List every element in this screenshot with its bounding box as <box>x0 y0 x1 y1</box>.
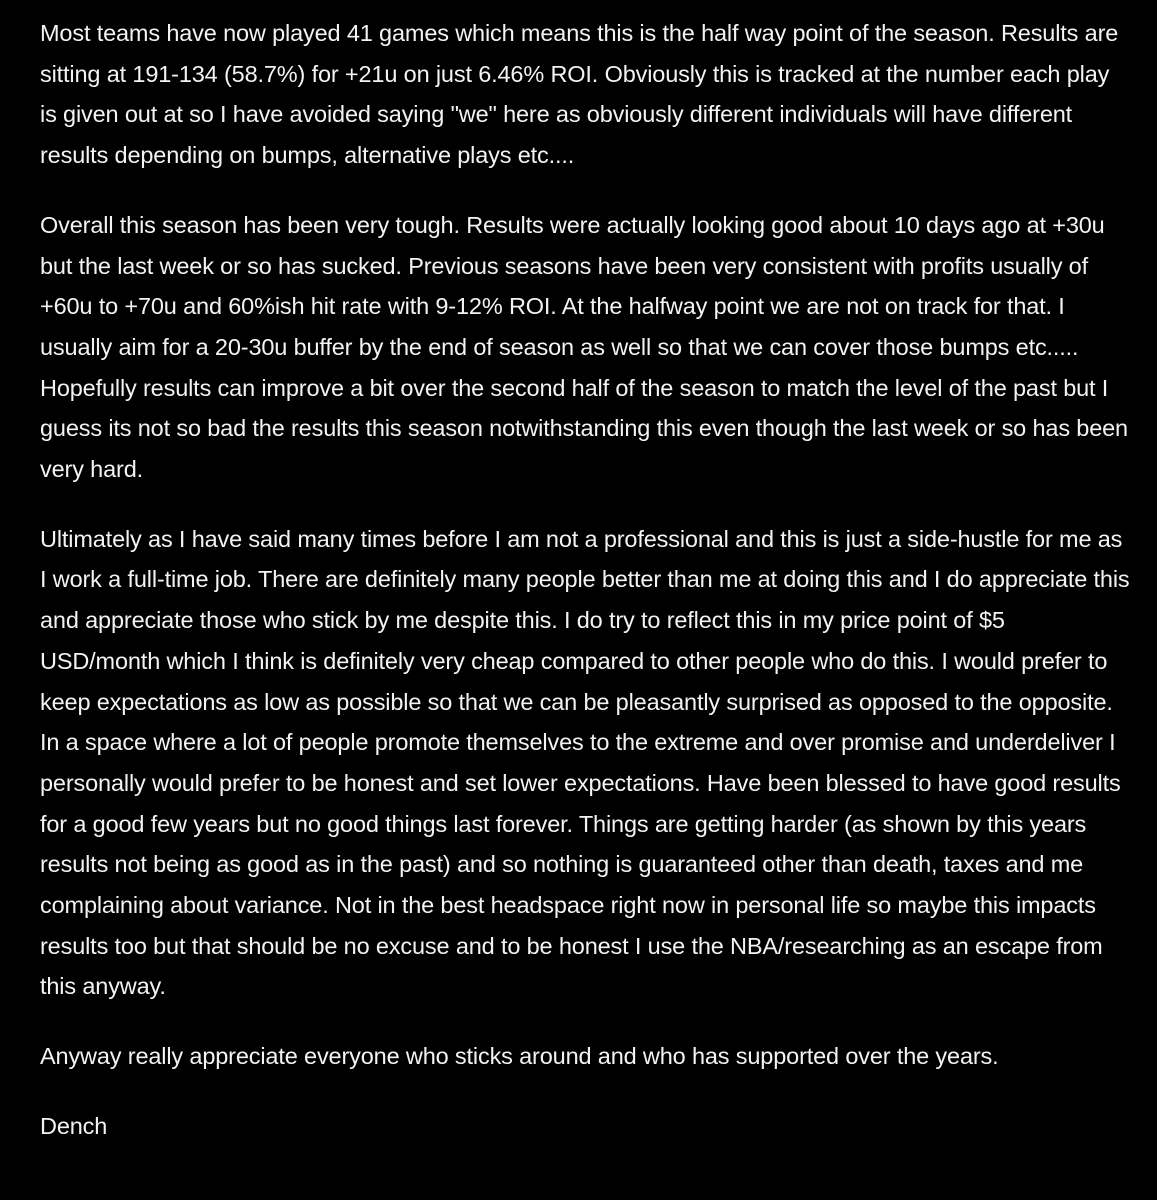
post-signature: Dench <box>40 1112 108 1139</box>
post-paragraph-1: Most teams have now played 41 games which means this is the half way point of the season. Results are sitting at 191-134 (58.7%) for +21u on just 6.46% ROI. Obviously this is tracked at the number each play is given out at so I have avoided saying "we" here as obviously different individuals will have different results depending on bumps, alternative plays etc.... <box>40 20 1119 169</box>
post-body <box>40 13 1130 1147</box>
post-paragraph-4: Anyway really appreciate everyone who sticks around and who has supported over the years. <box>40 1043 999 1070</box>
post-paragraph-2: Overall this season has been very tough. Results were actually looking good about 10 days ago at +30u but the last week or so has sucked. Previous seasons have been very consistent with profits usually of +60u to +70u and 60%ish hit rate with 9-12% ROI. At the halfway point we are not on track for that. I usually aim for a 20-30u buffer by the end of season as well so that we can cover those bumps etc..... Hopefully results can improve a bit over the second half of the season to match the level of the past but I guess its not so bad the results this season notwithstanding this even though the last week or so has been very hard. <box>40 211 1128 483</box>
post-paragraph-3: Ultimately as I have said many times before I am not a professional and this is just a side-hustle for me as I work a full-time job. There are definitely many people better than me at doing this and I do appreciate this and appreciate those who stick by me despite this. I do try to reflect this in my price point of $5 USD/month which I think is definitely very cheap compared to other people who do this. I would prefer to keep expectations as low as possible so that we can be pleasantly surprised as opposed to the opposite. In a space where a lot of people promote themselves to the extreme and over promise and underdeliver I personally would prefer to be honest and set lower expectations. Have been blessed to have good results for a good few years but no good things last forever. Things are getting harder (as shown by this years results not being as good as in the past) and so nothing is guaranteed other than death, taxes and me complaining about variance. Not in the best headspace right now in personal life so maybe this impacts results too but that should be no excuse and to be honest I use the NBA/researching as an escape from this anyway. <box>40 525 1130 1000</box>
